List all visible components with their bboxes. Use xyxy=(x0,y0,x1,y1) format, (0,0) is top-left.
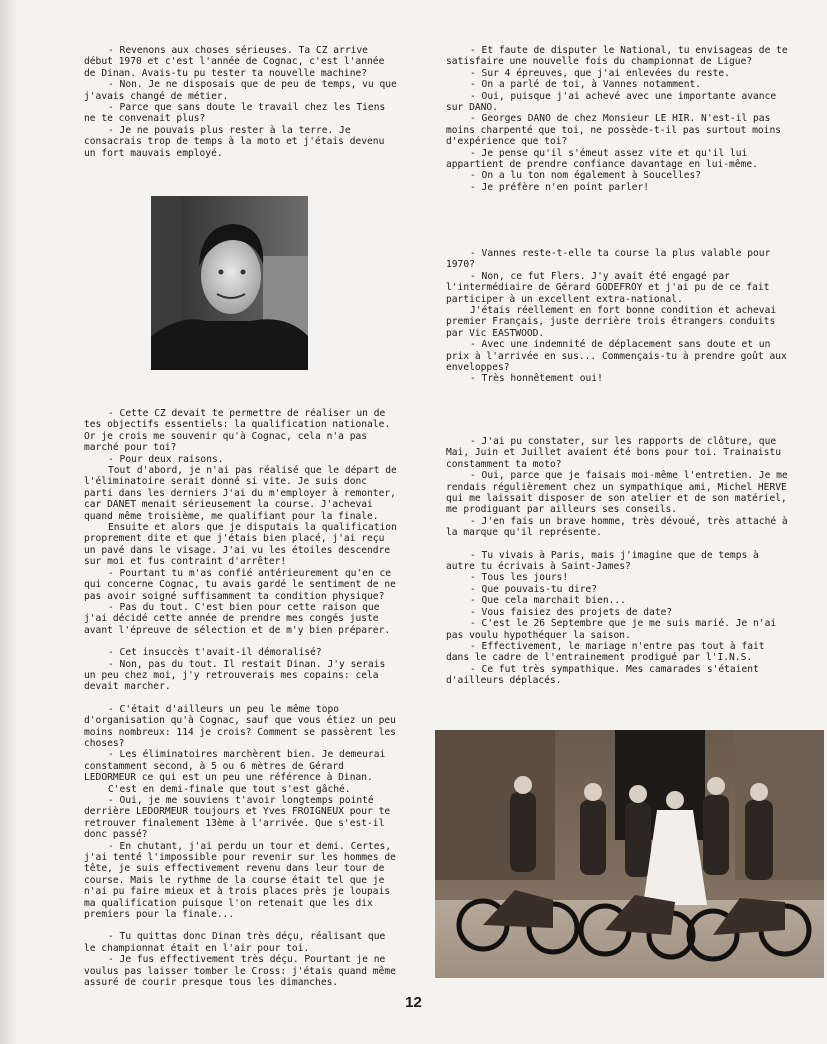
page-edge-shadow xyxy=(0,0,16,1044)
interview-column-right-bottom xyxy=(446,436,792,687)
interview-paragraph: Tout d'abord, je n'ai pas réalisé que le départ de l'éliminatoire serait donné si vite. Je suis donc parti dans les derniers J'ai du m'employer à remonter, car DANET menait sérieusement la course. J'achevai quand même troisième, me qualifiant pour la finale. xyxy=(84,465,403,522)
interview-paragraph: - Les éliminatoires marchèrent bien. Je demeurai constamment second, à 5 ou 6 mètres de Gérard LEDORMEUR ce qui est un peu une référence à Dinan. xyxy=(84,749,392,784)
interview-paragraph: - Oui, puisque j'ai achevé avec une importante avance sur DANO. xyxy=(446,90,782,114)
interview-paragraph: - Tu quittas donc Dinan très déçu, réalisant que le championnat était en l'air pour toi. xyxy=(84,931,392,954)
interview-paragraph: J'étais réellement en fort bonne condition et achevai premier Français, juste derrière trois étrangers conduits par Vic EASTWOOD. xyxy=(446,305,782,339)
interview-paragraph: - Je pense qu'il s'émeut assez vite et qu'il lui appartient de prendre confiance davantage en lui-même. xyxy=(446,147,758,171)
interview-paragraph: - Cet insuccès t'avait-il démoralisé? xyxy=(108,647,322,659)
interview-paragraph: - J'en fais un brave homme, très dévoué, très attaché à la marque qu'il représente. xyxy=(446,515,794,539)
interview-paragraph: - Parce que sans doute le travail chez les Tiens ne te convenait plus? xyxy=(84,102,392,125)
interview-paragraph: - J'ai pu constater, sur les rapports de clôture, que Mai, Juin et Juillet avaient été bons pour toi. Trainaistu constamment ta moto? xyxy=(446,436,787,470)
interview-paragraph: - Non, ce fut Flers. J'y avait été engagé par l'intermédiaire de Gérard GODEFROY et j'ai pu de ce fait participer à un excellent extra-national. xyxy=(446,270,776,305)
paragraph-spacer xyxy=(446,539,792,550)
interview-paragraph: Ensuite et alors que je disputais la qualification proprement dite et que j'étais bien placé, j'ai reçu un pavé dans le visage. J'ai vu les étoiles descendre sur moi et fus contraint d'arrêter! xyxy=(84,522,403,568)
interview-column-right-middle xyxy=(446,248,792,385)
interview-paragraph: - On a lu ton nom également à Soucelles? xyxy=(470,170,702,182)
interview-paragraph: - Que cela marchait bien... xyxy=(470,595,626,607)
interview-paragraph: - Pourtant tu m'as confié antérieurement qu'en ce qui concerne Cognac, tu avais gardé le sentiment de ne pas avoir soigné suffisamment ta condition physique? xyxy=(84,567,402,602)
wedding-motorcycles-photo xyxy=(435,730,824,978)
interview-paragraph: - Avec une indemnité de déplacement sans doute et un prix à l'arrivée en sus... Commençais-tu à prendre goût aux enveloppes? xyxy=(446,339,793,374)
interview-paragraph: - Très honnêtement oui! xyxy=(470,373,603,385)
interview-paragraph: - Pour deux raisons. xyxy=(108,453,224,465)
interview-paragraph: - Pas du tout. C'est bien pour cette raison que j'ai décidé cette année de prendre mes congés juste avant l'épreuve de sélection et de m'y bien préparer. xyxy=(84,601,391,636)
interview-paragraph: - Oui, parce que je faisais moi-même l'entretien. Je me rendais régulièrement chez un sympathique ami, Michel HERVE qui me laissait disposer de son atelier et de son matériel, me prodiguant par ailleurs ses conseils. xyxy=(446,470,794,516)
interview-paragraph: - Vannes reste-t-elle ta course la plus valable pour 1970? xyxy=(446,248,777,271)
paragraph-spacer xyxy=(84,920,398,931)
interview-paragraph: - Et faute de disputer le National, tu envisageas de te satisfaire une nouvelle fois du championnat de Ligue? xyxy=(446,45,794,68)
interview-column-right-top xyxy=(446,45,792,193)
page-number: 12 xyxy=(405,994,422,1011)
interview-paragraph: - On a parlé de toi, à Vannes notamment. xyxy=(470,79,702,91)
interview-paragraph: - En chutant, j'ai perdu un tour et demi. Certes, j'ai tenté l'impossible pour revenir sur les hommes de tête, je suis effectivement revenu dans leur tour de course. Mais le rythme de la course était tel que je n'ai pu faire mieux et à trois places près je loupais ma qualification puisque l'on retenait que les dix premiers pour la finale... xyxy=(84,840,402,921)
interview-paragraph: - Sur 4 épreuves, que j'ai enlevées du reste. xyxy=(470,67,730,79)
interview-paragraph: - Tu vivais à Paris, mais j'imagine que de temps à autre tu écrivais à Saint-James? xyxy=(446,549,765,573)
interview-paragraph: - Vous faisiez des projets de date? xyxy=(470,606,673,618)
interview-paragraph: - Oui, je me souviens t'avoir longtemps pointé derrière LEDORMEUR toujours et Yves FROIGNEUX pour te retrouver finalement 13ème à l'arrivée. Que s'est-il donc passé? xyxy=(84,795,396,841)
interview-paragraph: - Cette CZ devait te permettre de réaliser un de tes objectifs essentiels: la qualification nationale. Or je crois me souvenir qu'à Cognac, cela n'a pas marché pour toi? xyxy=(84,408,396,454)
interview-paragraph: - Je fus effectivement très déçu. Pourtant je ne voulus pas laisser tomber le Cross: j'étais quand même assuré de courir presque tous les dimanches. xyxy=(84,954,402,989)
interview-column-left-bottom xyxy=(84,408,403,989)
interview-paragraph: - Revenons aux choses sérieuses. Ta CZ arrive début 1970 et c'est l'année de Cognac, c'est l'année de Dinan. Avais-tu pu tester ta nouvelle machine? xyxy=(84,45,391,79)
interview-paragraph: - Que pouvais-tu dire? xyxy=(470,583,598,595)
interview-paragraph: - Je ne pouvais plus rester à la terre. Je consacrais trop de temps à la moto et j'étais devenu un fort mauvais employé. xyxy=(84,124,391,159)
paragraph-spacer xyxy=(84,636,398,647)
interview-paragraph: - C'est le 26 Septembre que je me suis marié. Je n'ai pas voulu hypothéquer la saison. xyxy=(446,618,782,641)
interview-paragraph: - Effectivement, le mariage n'entre pas tout à fait dans le cadre de l'entrainement prodigué par l'I.N.S. xyxy=(446,640,771,664)
interview-paragraph: - Tous les jours! xyxy=(470,572,569,584)
interview-paragraph: - Ce fut très sympathique. Mes camarades s'étaient d'ailleurs déplacés. xyxy=(446,663,765,687)
paragraph-spacer xyxy=(84,693,398,704)
interview-paragraph: C'est en demi-finale que tout s'est gâché. xyxy=(108,783,351,795)
interview-paragraph: - Non. Je ne disposais que de peu de temps, vu que j'avais changé de métier. xyxy=(84,79,403,102)
interview-paragraph: - Non, pas du tout. Il restait Dinan. J'y serais un peu chez moi, j'y retrouverais mes copains: cela devait marcher. xyxy=(84,658,392,693)
interview-paragraph: - C'était d'ailleurs un peu le même topo d'organisation qu'à Cognac, sauf que vous étiez un peu moins nombreux: 114 je crois? Comment se passèrent les choses? xyxy=(84,703,402,749)
interview-paragraph: - Georges DANO de chez Monsieur LE HIR. N'est-il pas moins charpenté que toi, ne possède-t-il pas surtout moins d'expérience que toi? xyxy=(446,113,787,148)
interview-column-left-top xyxy=(84,45,403,159)
portrait-photo xyxy=(151,196,308,370)
interview-paragraph: - Je préfère n'en point parler! xyxy=(470,181,650,193)
